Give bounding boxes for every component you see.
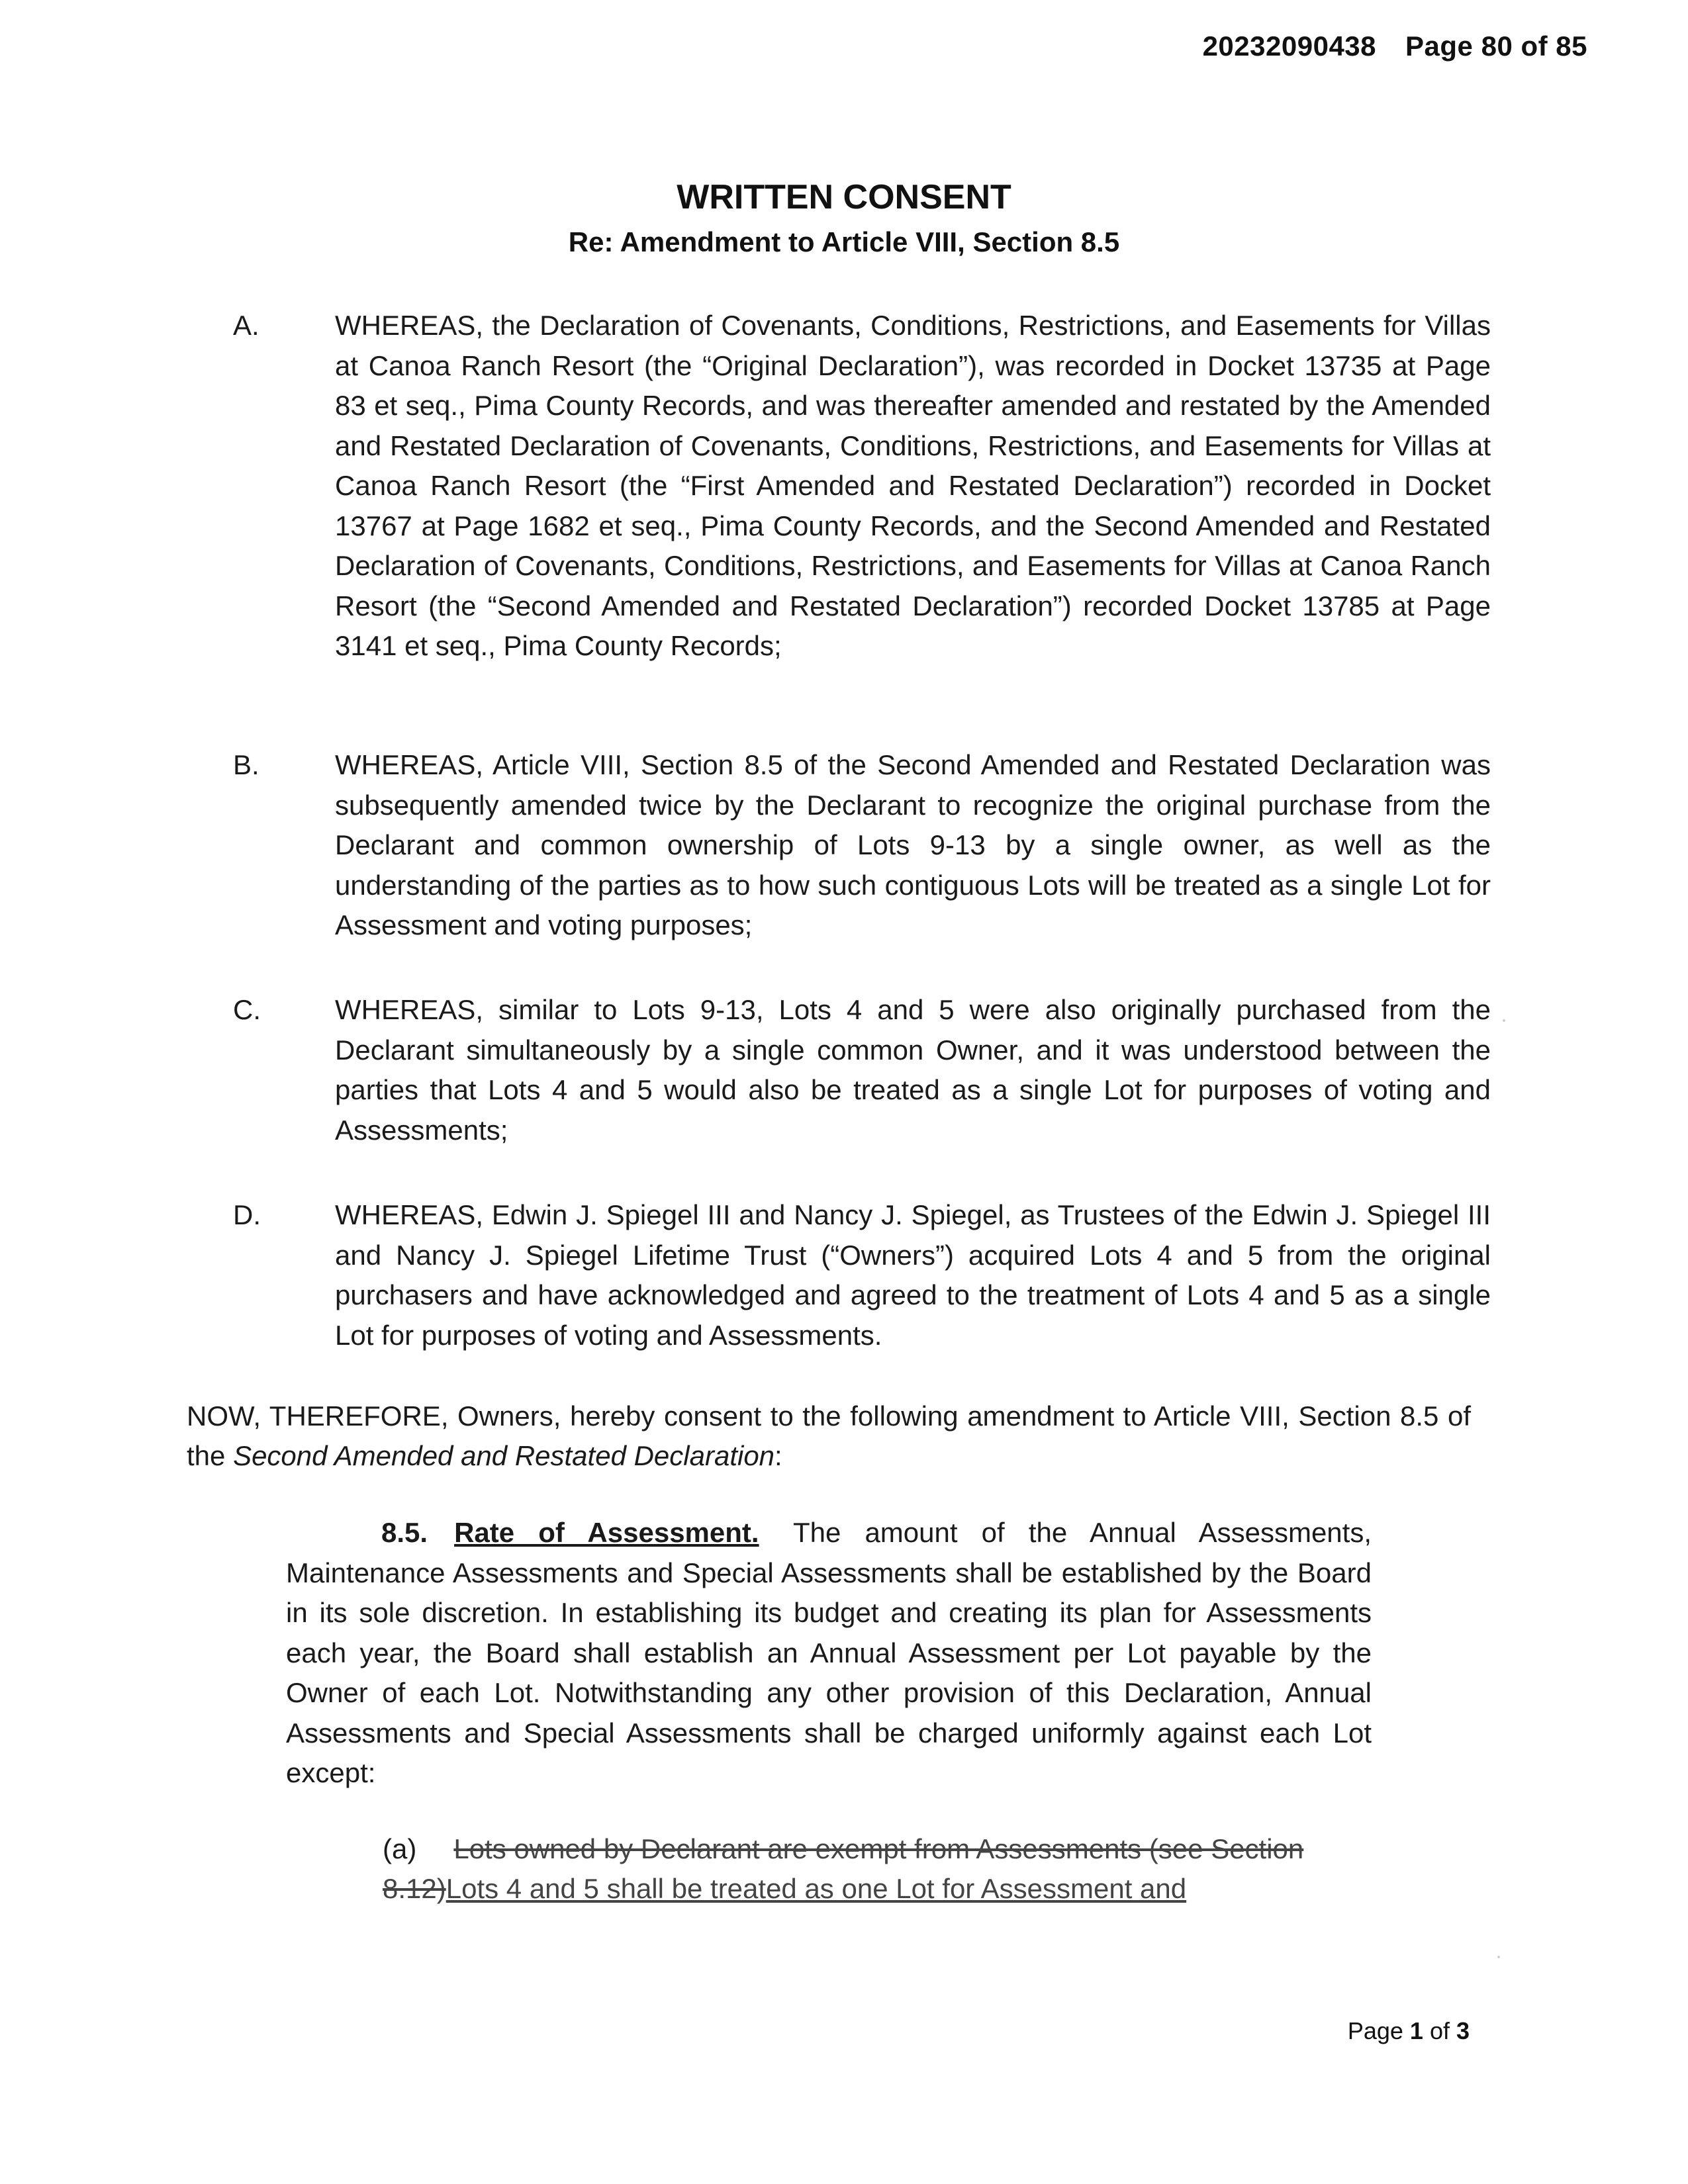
recital-text: WHEREAS, Article VIII, Section 8.5 of the Second Amended and Restated Declaration was subsequently amended twice by the Declarant to recognize the original purchase from the Declarant and common ownership of Lots 9-13 by a single owner, as well as the understanding of the parties as to how such contiguous Lots will be treated as a single Lot for Assessment and voting purposes; (335, 749, 1491, 940)
deleted-text: Lots owned by Declarant are exempt from Assessments (see Section 8.12) (383, 1833, 1304, 1904)
document-number: 20232090438 (1202, 30, 1377, 62)
now-therefore-paragraph (187, 1396, 1471, 1476)
scan-speck (1503, 1019, 1505, 1022)
subsection-label: (a) (383, 1833, 417, 1864)
recital-letter: C. (233, 994, 261, 1025)
section-number: 8.5. (381, 1517, 428, 1548)
document-subtitle: Re: Amendment to Article VIII, Section 8.5 (568, 226, 1120, 257)
declaration-name: Second Amended and Restated Declaration (233, 1440, 775, 1471)
section-8-5 (286, 1513, 1372, 1794)
recital-letter: A. (233, 310, 259, 341)
subsection-a (383, 1829, 1372, 1909)
recital-letter: B. (233, 749, 259, 780)
document-title: WRITTEN CONSENT (677, 178, 1011, 216)
scan-speck (1497, 1956, 1500, 1958)
footer-total-pages: 3 (1456, 2017, 1470, 2044)
section-text: The amount of the Annual Assessments, Maintenance Assessments and Special Assessments shall be established by the Board in its sole discretion. In establishing its budget and creating its plan for Assessments each year, the Board shall establish an Annual Assessment per Lot payable by the Owner of each Lot. Notwithstanding any other provision of this Declaration, Annual Assessments and Special Assessments shall be charged uniformly against each Lot except: (286, 1517, 1372, 1788)
section-heading: Rate of Assessment. (454, 1517, 759, 1548)
page-footer (1348, 2017, 1470, 2045)
footer-middle: of (1423, 2017, 1456, 2044)
recital-letter: D. (233, 1199, 261, 1230)
inserted-text: Lots 4 and 5 shall be treated as one Lot for Assessment and (445, 1873, 1187, 1904)
recital-text: WHEREAS, the Declaration of Covenants, Conditions, Restrictions, and Easements for Villas at Canoa Ranch Resort (the “Original Declaration”), was recorded in Docket 13735 at Page 83 et seq., Pima County Records, and was thereafter amended and restated by the Amended and Restated Declaration of Covenants, Conditions, Restrictions, and Easements for Villas at Canoa Ranch Resort (the “First Amended and Restated Declaration”) recorded in Docket 13767 at Page 1682 et seq., Pima County Records, and the Second Amended and Restated Declaration of Covenants, Conditions, Restrictions, and Easements for Villas at Canoa Ranch Resort (the “Second Amended and Restated Declaration”) recorded Docket 13785 at Page 3141 et seq., Pima County Records; (335, 310, 1491, 661)
recording-page-label: Page 80 of 85 (1405, 30, 1587, 62)
now-therefore-tail: : (774, 1440, 782, 1471)
recital-text: WHEREAS, similar to Lots 9-13, Lots 4 and 5 were also originally purchased from the Declarant simultaneously by a single common Owner, and it was understood between the parties that Lots 4 and 5 would also be treated as a single Lot for purposes of voting and Assessments; (335, 994, 1491, 1146)
recording-header (1203, 30, 1587, 62)
recital-text: WHEREAS, Edwin J. Spiegel III and Nancy J. Spiegel, as Trustees of the Edwin J. Spiegel III and Nancy J. Spiegel Lifetime Trust (“Owners”) acquired Lots 4 and 5 from the original purchasers and have acknowledged and agreed to the treatment of Lots 4 and 5 as a single Lot for purposes of voting and Assessments. (335, 1199, 1491, 1351)
footer-prefix: Page (1347, 2017, 1410, 2044)
now-therefore-lead: NOW, THEREFORE, Owners, hereby consent to the following amendment to Article VIII, Section 8.5 of the (187, 1400, 1471, 1471)
footer-current-page: 1 (1409, 2017, 1423, 2044)
